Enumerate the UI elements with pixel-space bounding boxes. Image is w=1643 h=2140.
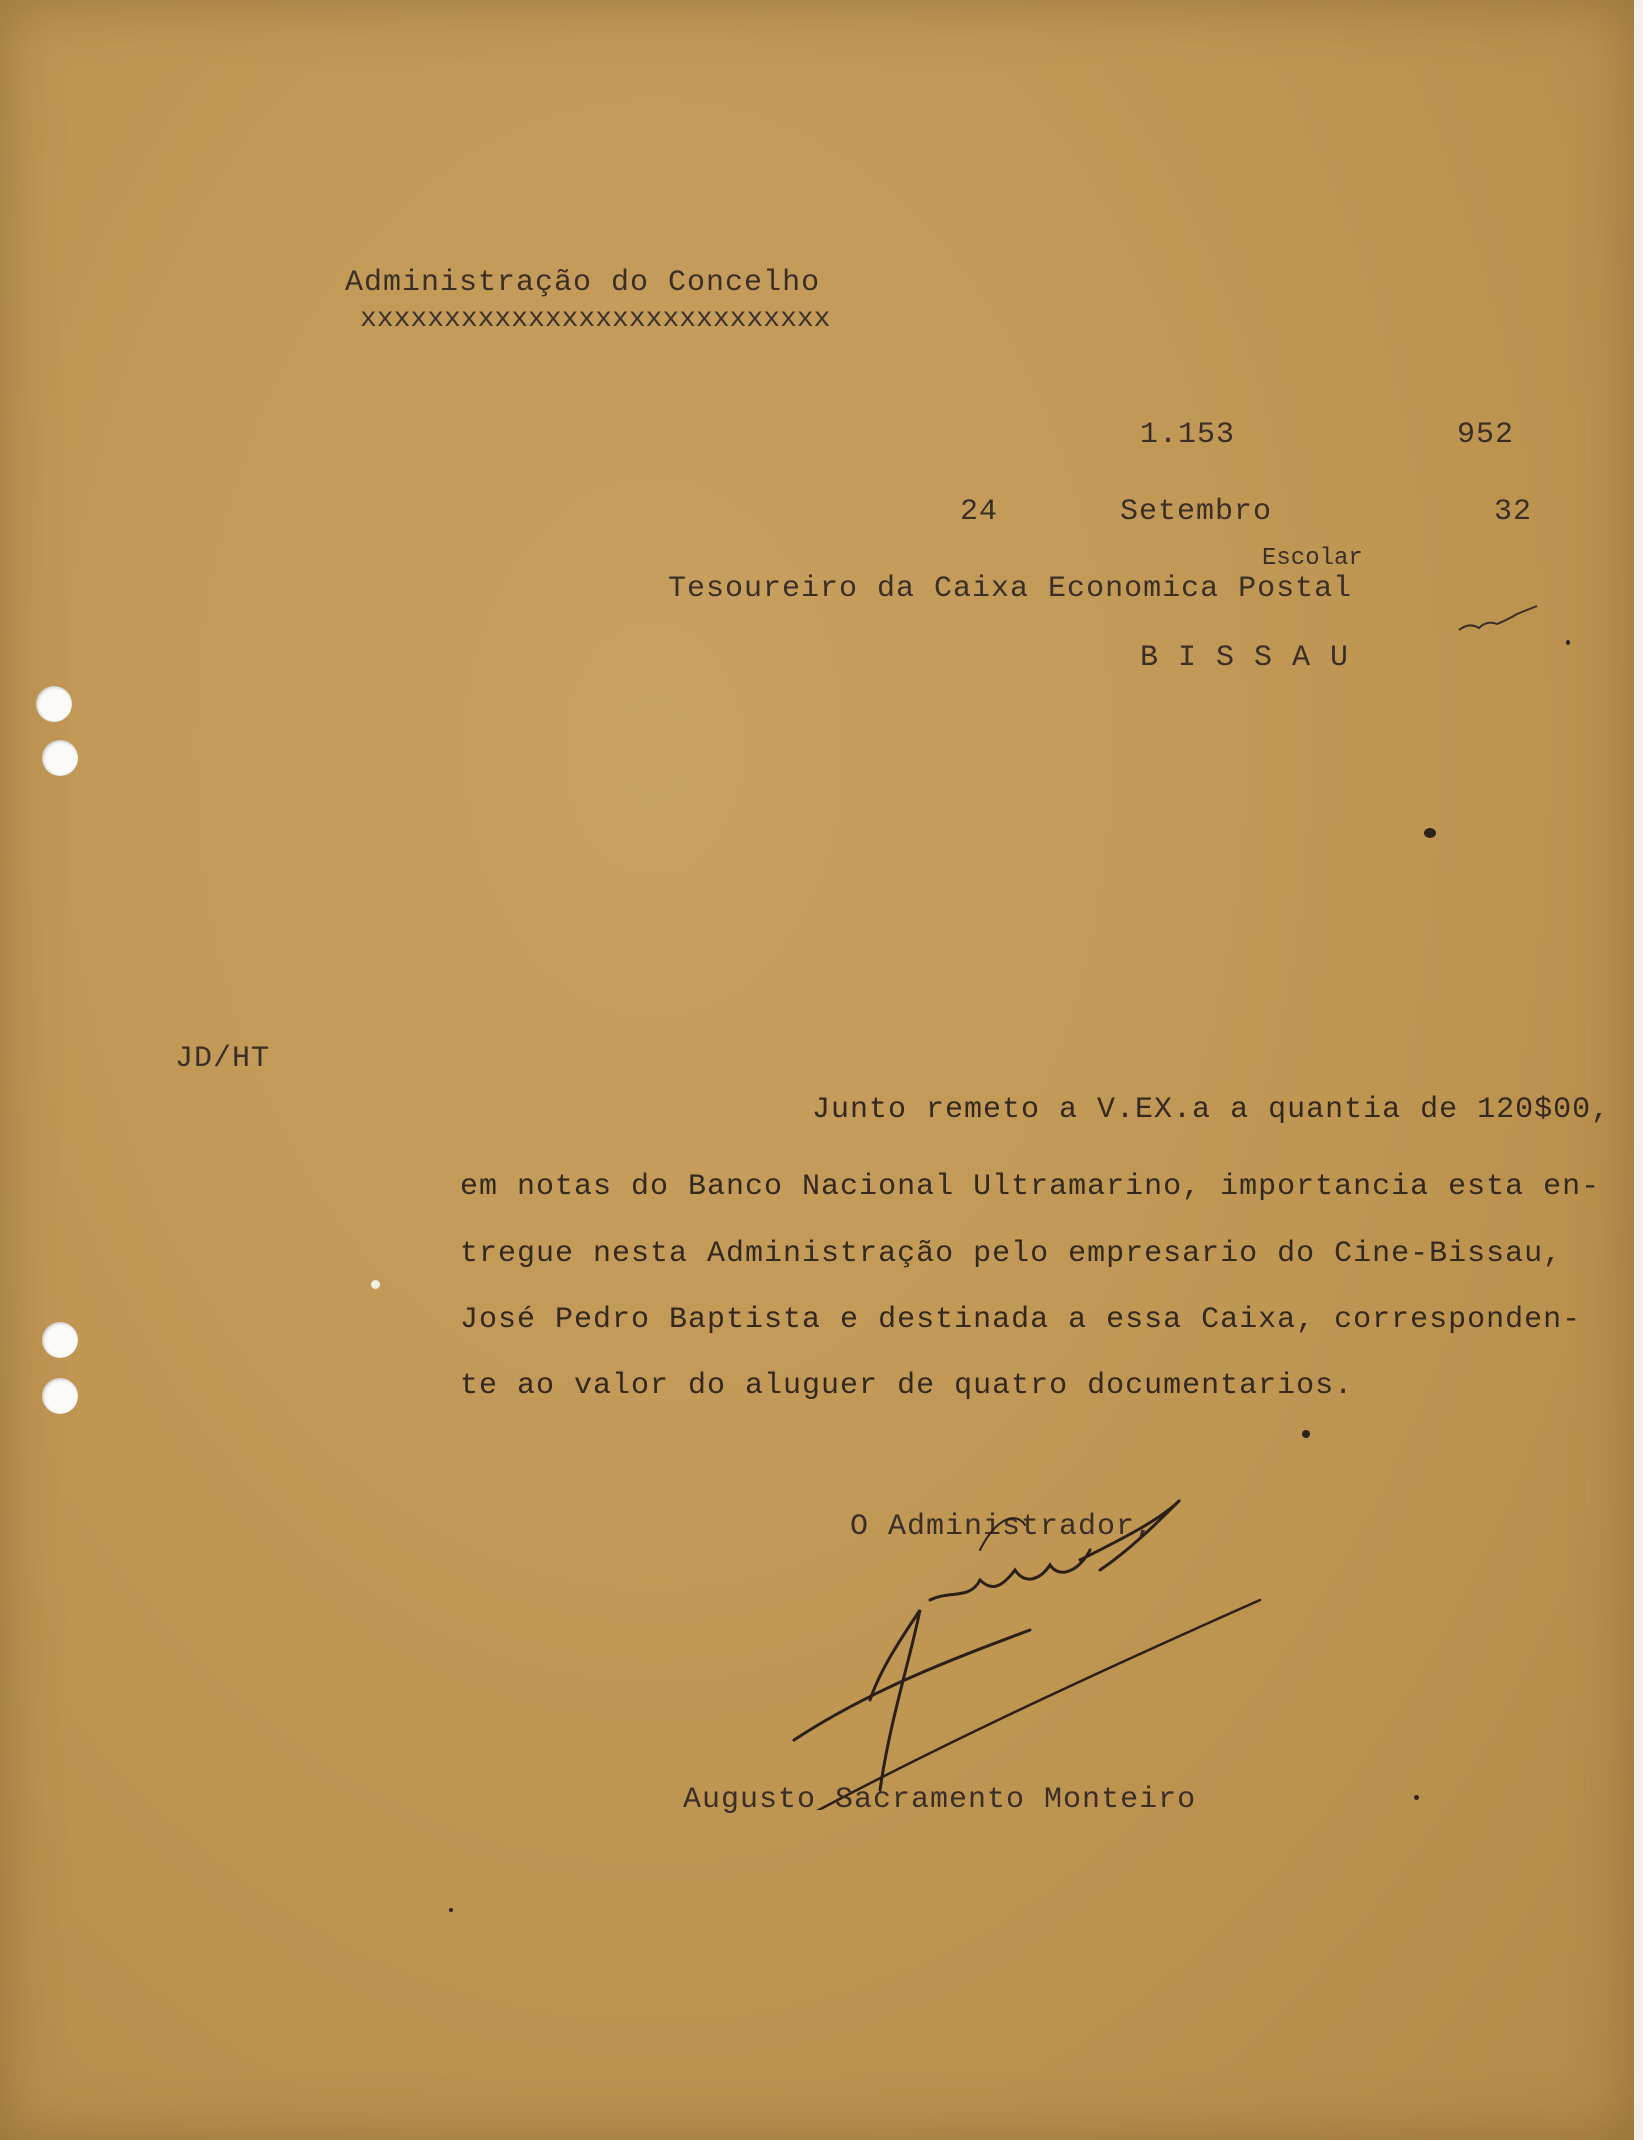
ink-speck: [1302, 1430, 1310, 1438]
punch-hole: [36, 686, 72, 722]
body-line: José Pedro Baptista e destinada a essa Caixa, corresponden-: [460, 1303, 1582, 1337]
recipient-title: Tesoureiro da Caixa Economica Postal: [668, 572, 1353, 606]
ink-speck: [1566, 640, 1570, 645]
pen-mark: [1455, 600, 1545, 640]
recipient-insertion: Escolar: [1262, 545, 1363, 572]
typist-initials: JD/HT: [175, 1042, 271, 1076]
ink-speck: [1414, 1795, 1419, 1800]
ink-speck: [1424, 828, 1436, 838]
signatory-name: Augusto Sacramento Monteiro: [683, 1783, 1197, 1817]
ink-speck: [449, 1908, 453, 1912]
date-month: Setembro: [1120, 495, 1273, 529]
reference-number: 1.153: [1140, 418, 1236, 452]
date-year: 32: [1494, 495, 1533, 529]
punch-hole: [42, 740, 78, 776]
body-line: em notas do Banco Nacional Ultramarino, importancia esta en-: [460, 1170, 1601, 1204]
recipient-city: B I S S A U: [1140, 641, 1350, 675]
date-day: 24: [960, 495, 999, 529]
ink-speck: [371, 1280, 380, 1289]
handwritten-signature: [780, 1490, 1280, 1810]
body-line: tregue nesta Administração pelo empresario do Cine-Bissau,: [460, 1237, 1563, 1271]
reference-year: 952: [1457, 418, 1515, 452]
closing-role: O Administrador,: [850, 1510, 1155, 1544]
punch-hole: [42, 1322, 78, 1358]
letterhead-office: Administração do Concelho: [345, 266, 821, 300]
punch-hole: [42, 1378, 78, 1414]
paper-edge: [1634, 0, 1643, 2140]
body-line: Junto remeto a V.EX.a a quantia de 120$00,: [812, 1093, 1611, 1127]
body-line: te ao valor do aluguer de quatro documentarios.: [460, 1369, 1354, 1403]
struck-out-line: xxxxxxxxxxxxxxxxxxxxxxxxxxxx: [360, 304, 831, 335]
